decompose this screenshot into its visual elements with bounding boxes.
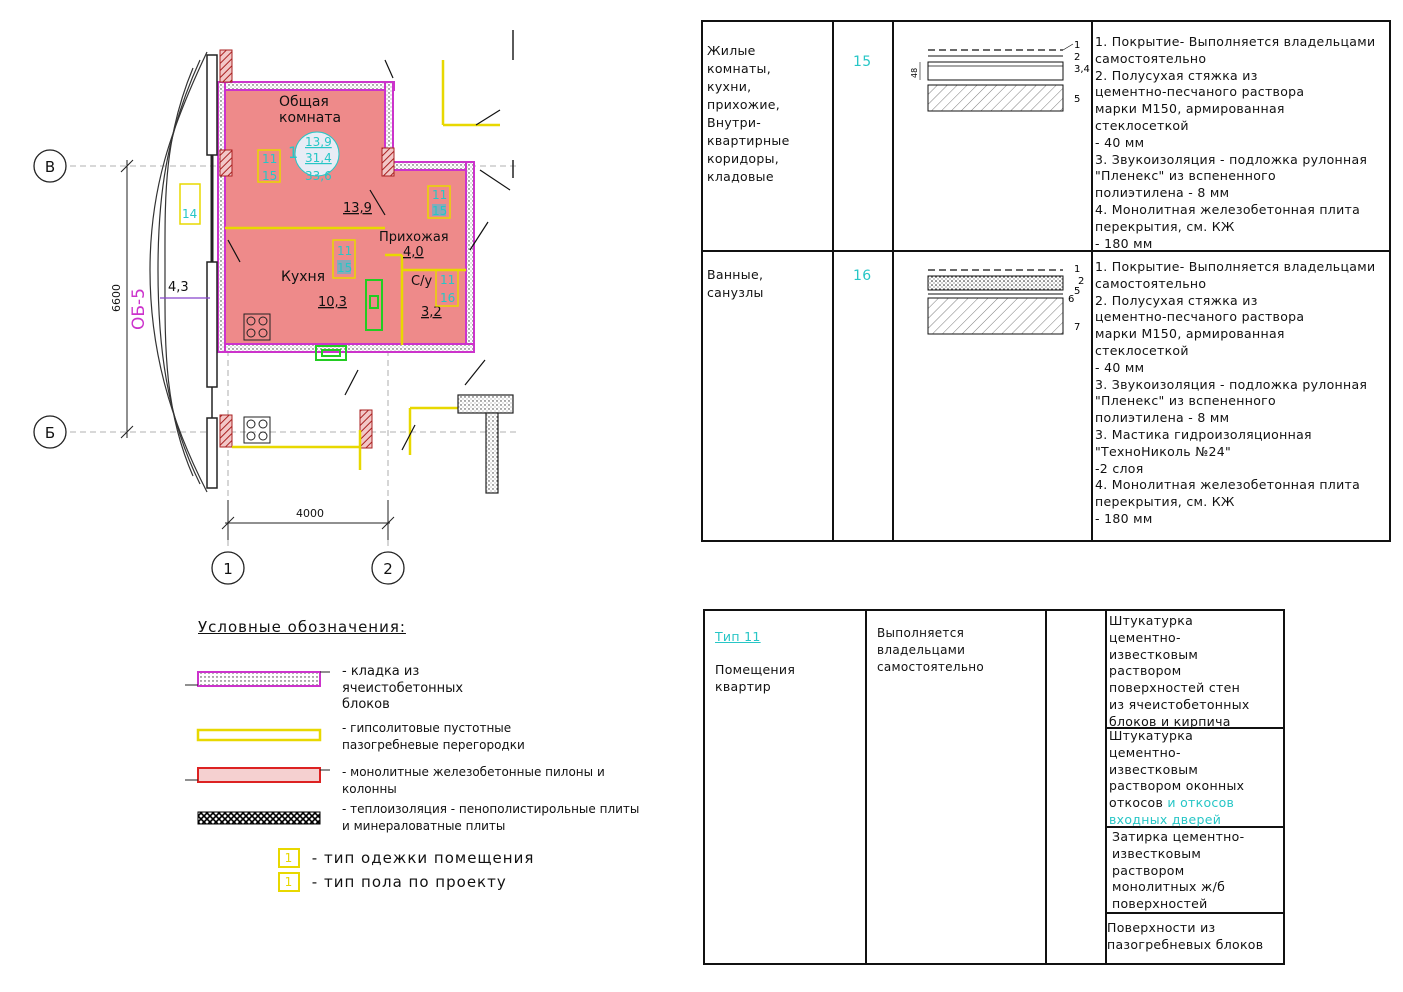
finish-table [703, 609, 1285, 965]
floor-table-col1 [832, 22, 834, 540]
svg-text:Б: Б [44, 424, 56, 442]
finish-type-label: Тип 11 [715, 629, 761, 644]
room-bath-area: 3,2 [421, 305, 442, 320]
svg-text:5: 5 [1074, 286, 1081, 297]
floor-row2-layers: 1. Покрытие- Выполняется владельцами самостоятельно 2. Полусухая стяжка из цементно-песчаного раствора марки М150, армированная стеклосеткой - 40 мм 3. Звукоизоляция - подложка рулонная "Пленекс" из вспененного полиэтилена - 8 мм 3. Мастика гидроизоляционная "ТехноНиколь №24" -2 слоя 4. Монолитная железобетонная плита перекрытия, см. КЖ - 180 мм [1095, 259, 1376, 526]
svg-text:16: 16 [440, 291, 456, 305]
floor-plan [0, 0, 690, 600]
legend-item-pylon: - монолитные железобетонные пилоны и колонны [342, 765, 605, 796]
floor-row1-layers: 1. Покрытие- Выполняется владельцами самостоятельно 2. Полусухая стяжка из цементно-песчаного раствора марки М150, армированная стеклосеткой - 40 мм 3. Звукоизоляция - подложка рулонная "Пленекс" из вспененного полиэтилена - 8 мм 4. Монолитная железобетонная плита перекрытия, см. КЖ - 180 мм [1095, 34, 1376, 251]
floor-table-col2 [892, 22, 894, 540]
floor-row1-type: 15 [853, 54, 872, 70]
floor-row2-type: 16 [853, 268, 872, 284]
svg-text:11: 11 [337, 244, 353, 258]
finish-item-gypsum: Поверхности из пазогребневых блоков [1107, 920, 1264, 952]
legend-tag-finish-box: 1 [278, 848, 300, 868]
svg-text:7: 7 [1074, 322, 1081, 333]
svg-text:1: 1 [223, 560, 233, 578]
svg-text:48: 48 [910, 67, 919, 78]
finish-rooms: Помещения квартир [715, 662, 796, 694]
facade-wall [207, 55, 217, 488]
finish-item-slopes [1109, 728, 1283, 829]
svg-text:13,9: 13,9 [305, 135, 332, 149]
legend-tag-floor-box: 1 [278, 872, 300, 892]
floor-table [701, 20, 1391, 542]
axis-bubble-2 [372, 552, 404, 584]
svg-text:14: 14 [182, 207, 198, 221]
finish-item-concrete: Затирка цементно- известковым раствором монолитных ж/б поверхностей [1112, 829, 1245, 912]
legend-partition-swatch [198, 730, 320, 740]
svg-text:11: 11 [432, 188, 448, 202]
finish-item-slopes-text: Штукатурка цементно- известковым раствором оконных откосов [1109, 728, 1245, 811]
finish-item-slopes-cyan: и откосов входных дверей [1109, 795, 1235, 827]
svg-text:2: 2 [1074, 52, 1081, 63]
dim-vertical: 6600 [110, 284, 123, 312]
svg-text:15: 15 [337, 261, 353, 275]
svg-text:11: 11 [262, 152, 278, 166]
legend-title: Условные обозначения: [198, 618, 406, 636]
axis-bubble-v [34, 150, 66, 182]
tag-balcony [180, 184, 200, 224]
svg-text:5: 5 [1074, 94, 1081, 105]
floor-row2-rooms: Ванные, санузлы [707, 267, 764, 300]
svg-text:33,6: 33,6 [305, 169, 332, 183]
svg-text:15: 15 [262, 169, 278, 183]
finish-performer: Выполняется владельцами самостоятельно [877, 626, 984, 674]
floor-section-sketch-16 [903, 264, 1093, 344]
svg-text:11: 11 [440, 273, 456, 287]
axis-bubble-b [34, 416, 66, 448]
legend-tag-floor [278, 872, 507, 892]
balcony-dim: 4,3 [168, 280, 189, 295]
svg-text:2: 2 [1078, 276, 1085, 287]
room-kitchen-label: Кухня [281, 269, 326, 285]
legend-tag-finish-text: - тип одежки помещения [311, 848, 535, 867]
dim-horizontal: 4000 [296, 507, 324, 520]
balcony-glazing [150, 52, 207, 492]
svg-text:3,4: 3,4 [1074, 64, 1090, 75]
legend-item-masonry: - кладка из ячеистобетонных блоков [342, 664, 464, 712]
svg-text:1: 1 [288, 143, 299, 162]
floor-section-sketch-15 [903, 40, 1093, 140]
legend-tag-finish [278, 848, 534, 868]
finish-item-walls: Штукатурка цементно- известковым раствором поверхностей стен из ячеистобетонных блоков и кирпича [1109, 613, 1250, 729]
room-common-label-2: комната [279, 110, 342, 126]
svg-text:1: 1 [1074, 264, 1081, 275]
section-mark: ОБ-5 [129, 288, 149, 330]
legend-insulation-swatch [198, 812, 320, 824]
legend-item-insulation: - теплоизоляция - пенополистирольные плиты и минераловатные плиты [342, 802, 640, 833]
svg-text:В: В [44, 158, 56, 176]
legend-tag-floor-text: - тип пола по проекту [311, 872, 507, 891]
legend-pylon-swatch [185, 768, 330, 782]
legend-swatches [180, 660, 330, 840]
legend-masonry-swatch [185, 672, 330, 686]
legend-item-partition: - гипсолитовые пустотные пазогребневые перегородки [342, 721, 525, 752]
room-common-label-1: Общая [279, 94, 329, 110]
room-bath-label: С/у [411, 274, 433, 289]
room-kitchen-area: 10,3 [318, 295, 347, 310]
room-hall-area: 4,0 [403, 245, 424, 260]
room-common-area: 13,9 [343, 201, 372, 216]
floor-row1-rooms: Жилые комнаты, кухни, прихожие, Внутри- квартирные коридоры, кладовые [707, 43, 790, 184]
svg-text:31,4: 31,4 [305, 151, 332, 165]
svg-text:2: 2 [383, 560, 393, 578]
svg-text:15: 15 [432, 204, 448, 218]
svg-text:6: 6 [1068, 294, 1075, 305]
axis-bubble-1 [212, 552, 244, 584]
svg-text:1: 1 [1074, 40, 1081, 51]
room-hall-label: Прихожая [379, 230, 449, 245]
